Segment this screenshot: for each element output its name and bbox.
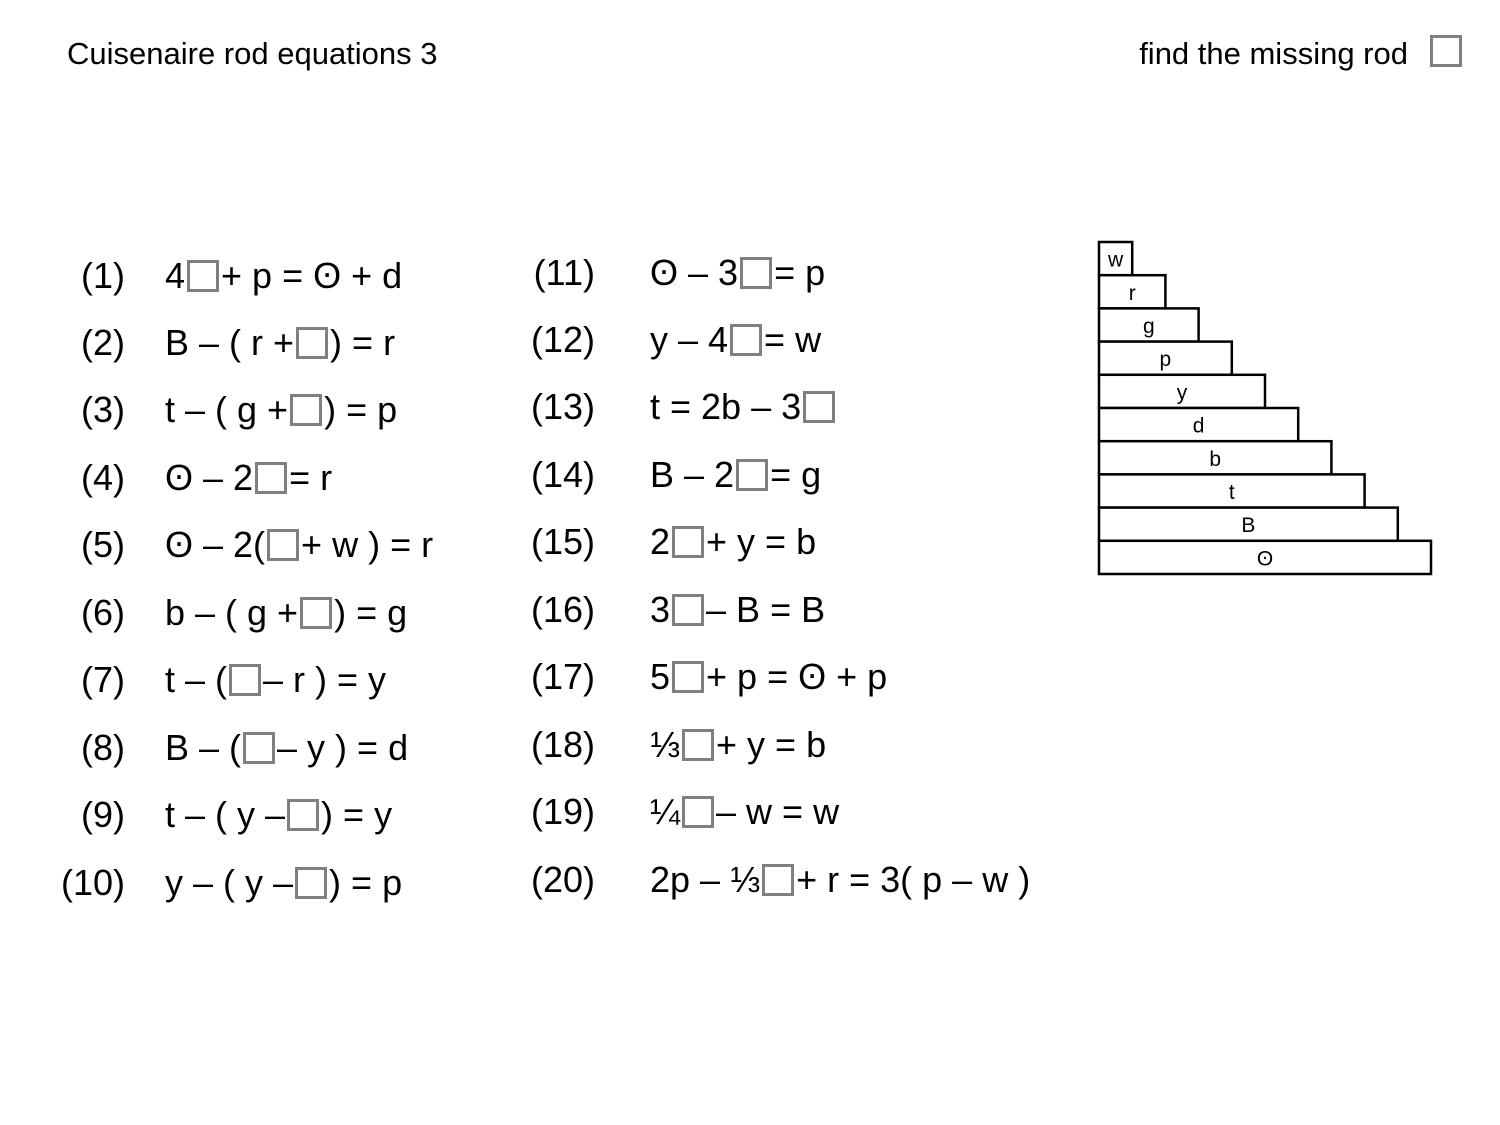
- rod-label: ʘ: [1256, 547, 1274, 571]
- equation-expression: [650, 453, 821, 497]
- equation-number: (3): [81, 389, 125, 430]
- rod-label: g: [1142, 315, 1155, 338]
- equation-number: (20): [530, 859, 595, 900]
- equation-number: (5): [81, 524, 125, 565]
- equation-right-part: + w ) = r: [301, 524, 434, 565]
- equation-number: (13): [530, 386, 595, 427]
- equation-expression: [650, 588, 825, 632]
- equation-right-part: + r = 3( p – w ): [796, 859, 1031, 900]
- rod-staircase-diagram: [1096, 240, 1436, 580]
- equation-number: (16): [530, 589, 595, 630]
- rod-label: r: [1128, 281, 1136, 305]
- rod-label: w: [1108, 248, 1124, 272]
- equation-right-part: ) = r: [330, 322, 396, 363]
- missing-rod-box-icon: [762, 864, 794, 896]
- missing-rod-box-icon: [740, 257, 772, 289]
- missing-rod-box-icon: [672, 526, 704, 558]
- equation-number: (8): [81, 727, 125, 768]
- equation-number: (7): [81, 659, 125, 700]
- equation-number: (18): [530, 724, 595, 765]
- missing-rod-box-icon: [1430, 35, 1462, 67]
- equation-right-part: ) = y: [321, 794, 393, 835]
- rod-label: p: [1159, 348, 1172, 372]
- rod-label: t: [1228, 481, 1235, 504]
- equation-left-part: ʘ – 2: [165, 457, 254, 498]
- equation-expression: [650, 723, 826, 767]
- equation-number: (15): [530, 521, 595, 562]
- equation-right-part: + p = ʘ + p: [706, 656, 888, 697]
- equation-right-part: = r: [289, 457, 333, 498]
- equation-left-part: t – ( y –: [165, 794, 286, 835]
- equation-right-part: ) = p: [329, 862, 403, 903]
- missing-rod-box-icon: [730, 324, 762, 356]
- equation-right-part: – r ) = y: [263, 659, 387, 700]
- equation-right-part: = p: [774, 252, 826, 293]
- missing-rod-box-icon: [736, 459, 768, 491]
- equation-number: (11): [533, 252, 595, 293]
- equation-left-part: ¼: [650, 791, 681, 832]
- equation-left-part: B – 2: [650, 454, 735, 495]
- equation-right-part: ) = g: [334, 592, 408, 633]
- equation-expression: [650, 858, 1030, 902]
- equation-number: (6): [81, 592, 125, 633]
- missing-rod-box-icon: [803, 391, 835, 423]
- page-title: Cuisenaire rod equations 3: [67, 36, 438, 71]
- equation-number: (17): [530, 656, 595, 697]
- equation-left-part: y – 4: [650, 319, 729, 360]
- equation-right-part: ) = p: [324, 389, 398, 430]
- equation-number: (10): [60, 862, 125, 903]
- equation-number: (19): [530, 791, 595, 832]
- equation-number: (2): [81, 322, 125, 363]
- equation-right-part: – y ) = d: [277, 727, 409, 768]
- missing-rod-box-icon: [682, 796, 714, 828]
- equation-right-part: = g: [770, 454, 822, 495]
- equation-left-part: ʘ – 2(: [165, 524, 266, 565]
- equation-number: (12): [530, 319, 595, 360]
- equation-left-part: 2: [650, 521, 671, 562]
- equation-number: (9): [81, 794, 125, 835]
- equation-right-part: = w: [764, 319, 822, 360]
- equation-expression: [650, 790, 839, 834]
- equation-right-part: + p = ʘ + d: [221, 255, 403, 296]
- equation-right-part: + y = b: [706, 521, 817, 562]
- rod-label: B: [1241, 514, 1256, 538]
- equation-left-part: 5: [650, 656, 671, 697]
- equation-left-part: ʘ – 3: [650, 252, 739, 293]
- equation-left-part: t – ( g +: [165, 389, 289, 430]
- equation-number: (14): [530, 454, 595, 495]
- equation-number: (1): [81, 255, 125, 296]
- equation-left-part: y – ( y –: [165, 862, 294, 903]
- missing-rod-box-icon: [672, 661, 704, 693]
- equation-left-part: b – ( g +: [165, 592, 299, 633]
- equation-expression: [650, 318, 821, 362]
- rod-label: d: [1192, 414, 1205, 438]
- missing-rod-box-icon: [682, 729, 714, 761]
- equation-left-part: B – ( r +: [165, 322, 295, 363]
- instruction-text: find the missing rod: [1139, 36, 1408, 71]
- equation-number: (4): [81, 457, 125, 498]
- equation-left-part: 2p – ⅓: [650, 859, 761, 900]
- equation-left-part: B – (: [165, 727, 242, 768]
- equation-expression: [650, 520, 816, 564]
- rod-label: b: [1209, 447, 1222, 471]
- equation-left-part: 4: [165, 255, 186, 296]
- missing-rod-box-icon: [672, 594, 704, 626]
- equation-left-part: 3: [650, 589, 671, 630]
- equation-right-part: – B = B: [706, 589, 826, 630]
- equation-expression: [650, 655, 887, 699]
- equation-right-part: – w = w: [716, 791, 840, 832]
- equation-left-part: t – (: [165, 659, 228, 700]
- equation-expression: [650, 251, 825, 295]
- equation-expression: [650, 385, 837, 429]
- rod-label: y: [1176, 381, 1188, 405]
- equation-left-part: ⅓: [650, 724, 681, 765]
- equation-right-part: + y = b: [716, 724, 827, 765]
- equation-left-part: t = 2b – 3: [650, 386, 802, 427]
